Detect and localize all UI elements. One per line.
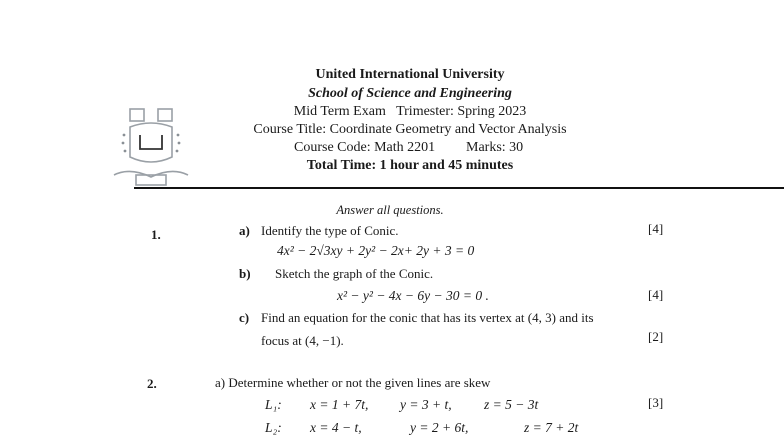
course-title: Course Title: Coordinate Geometry and Vector Analysis [253, 122, 567, 137]
q1c-marks: [2] [648, 329, 664, 344]
q1c-text-line2: focus at (4, −1). [261, 333, 344, 348]
q2-number: 2. [147, 376, 157, 391]
q1-number: 1. [151, 227, 161, 242]
q1c-label: c) [239, 310, 250, 325]
q1c-text-line1: Find an equation for the conic that has its vertex at (4, 3) and its [261, 310, 594, 325]
header-divider [134, 187, 784, 189]
q1a-label: a) [239, 223, 250, 238]
university-name: United International University [315, 67, 505, 82]
line1-y: y = 3 + t, [400, 397, 452, 412]
total-time: Total Time: 1 hour and 45 minutes [306, 158, 514, 173]
q1a-text: Identify the type of Conic. [261, 223, 399, 238]
q1b-label: b) [239, 266, 251, 281]
q1b-text: Sketch the graph of the Conic. [275, 266, 434, 281]
instructions: Answer all questions. [336, 203, 444, 217]
line2-y: y = 2 + 6t, [410, 420, 469, 435]
q2a-marks: [3] [648, 395, 664, 410]
q1a-marks: [4] [648, 221, 664, 236]
q2a-text: a) Determine whether or not the given lines are skew [215, 375, 491, 390]
line2-z: z = 7 + 2t [524, 420, 579, 435]
line2-x: x = 4 − t, [310, 420, 362, 435]
line1-label: L₁: [265, 397, 282, 412]
line2-label: L₂: [265, 420, 282, 435]
q1b-equation: x² − y² − 4x − 6y − 30 = 0 . [337, 288, 489, 303]
q1b-marks: [4] [648, 287, 664, 302]
exam-line: Mid Term Exam Trimester: Spring 2023 [293, 104, 527, 119]
total-marks: Marks: 30 [466, 140, 524, 155]
q1a-equation: 4x² − 2√3xy + 2y² − 2x+ 2y + 3 = 0 [277, 243, 475, 258]
line1-z: z = 5 − 3t [484, 397, 539, 412]
school-name: School of Science and Engineering [308, 86, 512, 101]
line1-x: x = 1 + 7t, [310, 397, 369, 412]
course-code: Course Code: Math 2201 [294, 140, 436, 155]
